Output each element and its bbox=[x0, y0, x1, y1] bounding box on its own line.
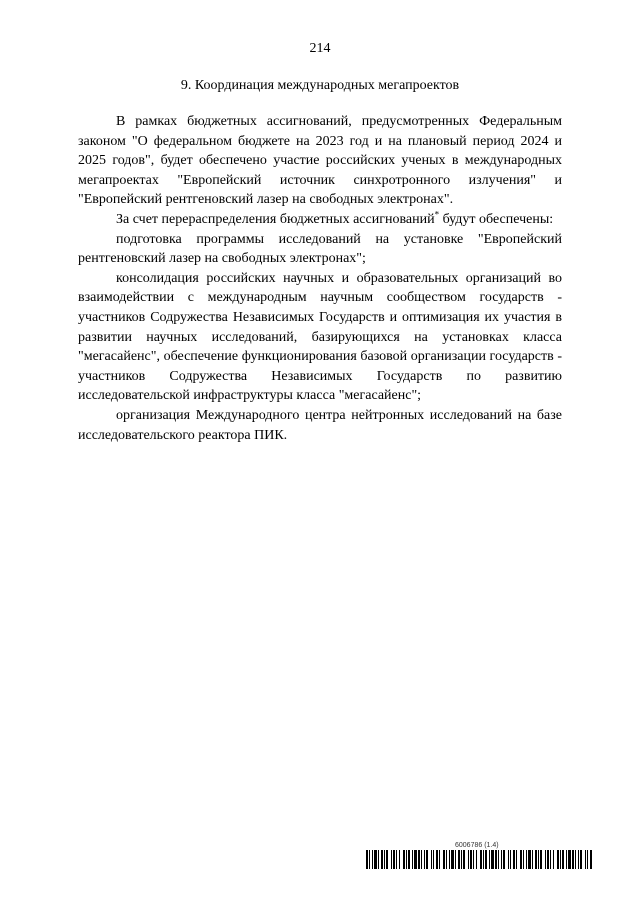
barcode-bar bbox=[461, 850, 462, 869]
barcode-bar bbox=[483, 850, 484, 869]
paragraph-redistribution bbox=[78, 210, 562, 230]
barcode-bar bbox=[523, 850, 524, 869]
barcode-bar bbox=[386, 850, 388, 869]
barcode-bar bbox=[587, 850, 588, 869]
barcode-bar bbox=[516, 850, 517, 869]
barcode-bar bbox=[508, 850, 509, 869]
barcode-bar bbox=[421, 850, 422, 869]
barcode-bar bbox=[406, 850, 407, 869]
paragraph-consolidation: консолидация российских научных и образовательных организаций во взаимодействии с международным научным сообществом государств - участников Содружества Независимых Государств и оптимизация их участия в развитии научных исследований, базирующихся на установках класса "мегасайенс", обеспечение функционирования базовой организации государств - участников Содружества Независимых Государств по развитию исследовательской инфраструктуры класса "мегасайенс"; bbox=[78, 270, 562, 404]
barcode-bar bbox=[374, 850, 377, 869]
barcode-bar bbox=[547, 850, 549, 869]
barcode-bar bbox=[436, 850, 438, 869]
page-number: 214 bbox=[309, 41, 331, 56]
barcode-bar bbox=[443, 850, 445, 869]
barcode-bar bbox=[545, 850, 546, 869]
paragraph-research-program: подготовка программы исследований на установке "Европейский рентгеновский лазер на свободных электронах"; bbox=[78, 231, 562, 267]
barcode-bar bbox=[424, 850, 425, 869]
barcode-bar bbox=[535, 850, 537, 869]
barcode-bar bbox=[468, 850, 469, 869]
barcode-bar bbox=[495, 850, 497, 869]
barcode-bar bbox=[489, 850, 490, 869]
barcode-bar bbox=[557, 850, 559, 869]
barcode-bar bbox=[372, 850, 373, 869]
barcode-bar bbox=[393, 850, 395, 869]
barcode-bar bbox=[503, 850, 505, 869]
barcode-bar bbox=[451, 850, 454, 869]
barcode-bar bbox=[562, 850, 564, 869]
barcode-bar bbox=[418, 850, 420, 869]
body-text bbox=[78, 112, 562, 445]
barcode-bar bbox=[513, 850, 515, 869]
barcode-bar bbox=[366, 850, 368, 869]
barcode-bar bbox=[476, 850, 477, 869]
barcode-bar bbox=[498, 850, 499, 869]
barcode-bar bbox=[403, 850, 405, 869]
section-title: 9. Координация международных мегапроектов bbox=[180, 78, 460, 93]
barcode-bar bbox=[473, 850, 474, 869]
barcode-bar bbox=[412, 850, 413, 869]
barcode-bar bbox=[439, 850, 440, 869]
barcode-bar bbox=[470, 850, 472, 869]
barcode-bar bbox=[449, 850, 450, 869]
barcode-bar bbox=[455, 850, 456, 869]
barcode-bar bbox=[528, 850, 531, 869]
barcode-bar bbox=[384, 850, 385, 869]
barcode-bar bbox=[485, 850, 487, 869]
barcode-bar bbox=[431, 850, 432, 869]
barcode-bar bbox=[575, 850, 576, 869]
redistribution-text: За счет перераспределения бюджетных ассигнований bbox=[116, 211, 435, 227]
barcode-bar bbox=[550, 850, 551, 869]
barcode-bar bbox=[369, 850, 370, 869]
barcode-bar bbox=[590, 850, 592, 869]
barcode-bar bbox=[501, 850, 502, 869]
barcode-bar bbox=[408, 850, 410, 869]
barcode-bar bbox=[553, 850, 554, 869]
barcode-bar bbox=[463, 850, 465, 869]
barcode-bar bbox=[585, 850, 586, 869]
barcode-bar bbox=[446, 850, 447, 869]
barcode-bar bbox=[568, 850, 571, 869]
barcode-bar bbox=[396, 850, 397, 869]
barcode-bar bbox=[480, 850, 482, 869]
barcode-bar bbox=[560, 850, 561, 869]
barcode-bar bbox=[532, 850, 533, 869]
barcode-bar bbox=[566, 850, 567, 869]
barcode-bar bbox=[426, 850, 428, 869]
barcode-bar bbox=[378, 850, 379, 869]
barcode-bar bbox=[538, 850, 539, 869]
barcode-bar bbox=[381, 850, 383, 869]
barcode-bar bbox=[458, 850, 460, 869]
barcode-bar bbox=[540, 850, 542, 869]
redistribution-continuation: будут обеспечены: bbox=[439, 211, 554, 227]
barcode-bar bbox=[391, 850, 392, 869]
document-code: 6006786 (1.4) bbox=[455, 842, 499, 849]
barcode-bar bbox=[520, 850, 522, 869]
barcode-bar bbox=[526, 850, 527, 869]
footnote-marker: * bbox=[434, 209, 440, 220]
barcode-bar bbox=[399, 850, 400, 869]
paragraph-budget-participation: В рамках бюджетных ассигнований, предусмотренных Федеральным законом "О федеральном бюджете на 2023 год и на плановый период 2024 и 2025 годов", будет обеспечено участие российских ученых в международных мегапроектах "Европейский источник синхротронного излучения" и "Европейский рентгеновский лазер на свободных электронах". bbox=[78, 114, 562, 208]
barcode-bar bbox=[578, 850, 579, 869]
paragraph-neutron-center: организация Международного центра нейтронных исследований на базе исследовательского реактора ПИК. bbox=[78, 407, 562, 443]
barcode-bar bbox=[491, 850, 494, 869]
barcode-bar bbox=[572, 850, 574, 869]
barcode-bar bbox=[433, 850, 434, 869]
barcode bbox=[366, 850, 592, 869]
barcode-bar bbox=[580, 850, 582, 869]
barcode-bar bbox=[510, 850, 511, 869]
barcode-bar bbox=[414, 850, 417, 869]
